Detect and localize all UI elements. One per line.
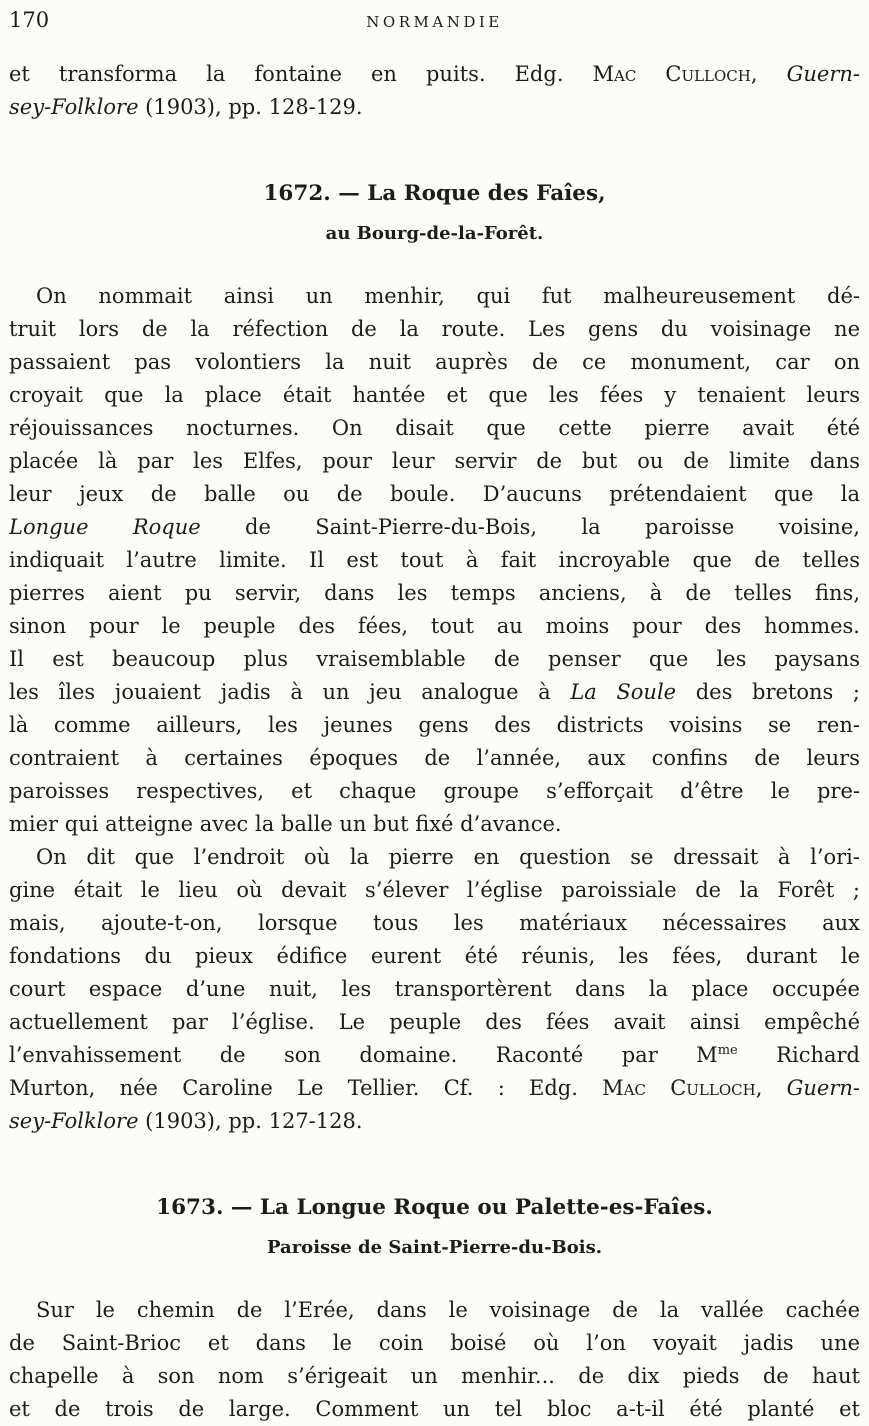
running-header-title: NORMANDIE [366,13,503,31]
section-heading [9,180,860,246]
text-line [9,775,860,808]
text-segment: Longue Roque [9,515,201,539]
section-subtitle: Paroisse de Saint-Pierre-du-Bois. [266,1237,603,1258]
text-segment: les îles jouaient jadis à un jeu analogue à [9,680,571,704]
section-subtitle: au Bourg-de-la-Forêt. [325,223,544,244]
text-line [9,1039,860,1072]
text-line [9,1006,860,1039]
paragraph [9,841,860,1138]
text-segment: On dit que l’endroit où la pierre en question se dressait à l’ori- [36,845,860,869]
text-segment: gine était le lieu où devait s’élever l’église paroissiale de la Forêt ; [9,878,860,902]
page-body [9,58,860,1426]
text-segment: sey-Folklore [9,95,139,119]
text-line [9,346,860,379]
text-segment: paroisses respectives, et chaque groupe s’efforçait d’être le pre- [9,779,860,803]
text-segment: l’envahissement de son domaine. Raconté par M [9,1043,718,1067]
text-segment: leur jeux de balle ou de boule. D’aucuns prétendaient que la [9,482,860,506]
text-segment: passaient pas volontiers la nuit auprès de ce monument, car on [9,350,860,374]
page-number: 170 [9,8,50,32]
text-line [9,412,860,445]
text-segment: truit lors de la réfection de la route. Les gens du voisinage ne [9,317,860,341]
text-line [9,445,860,478]
paragraph [9,280,860,841]
text-segment: croyait que la place était hantée et que les fées y tenaient leurs [9,383,860,407]
section-title: 1673. — La Longue Roque ou Palette-es-Faîes. [156,1195,713,1220]
text-line [9,1327,860,1360]
text-segment: Richard [737,1043,860,1067]
text-segment: fondations du pieux édifice eurent été réunis, les fées, durant le [9,944,860,968]
text-segment: et transforma la fontaine en puits. Edg. [9,62,593,86]
text-segment: Il est beaucoup plus vraisemblable de penser que les paysans [9,647,860,671]
text-segment: chapelle à son nom s’érigeait un menhir... de dix pieds de haut [9,1364,860,1388]
text-segment: indiquait l’autre limite. Il est tout à fait incroyable que de telles [9,548,860,572]
text-segment: La Soule [570,680,677,704]
text-line [9,313,860,346]
text-line [9,1072,860,1105]
text-segment: (1903), pp. 127-128. [138,1109,363,1133]
text-line [9,676,860,709]
text-line [9,808,860,841]
text-line [9,478,860,511]
text-segment: sinon pour le peuple des fées, tout au moins pour des hommes. [9,614,860,638]
text-segment: Mac Culloch [592,62,751,86]
text-segment: là comme ailleurs, les jeunes gens des districts voisins se ren- [9,713,860,737]
text-line [9,544,860,577]
text-segment: des bretons ; [676,680,860,704]
text-segment: , [750,62,787,86]
text-segment: (1903), pp. 128-129. [138,95,363,119]
text-line [9,643,860,676]
text-line [9,1105,860,1138]
text-line [9,742,860,775]
paragraph [9,1294,860,1426]
text-segment: Sur le chemin de l’Erée, dans le voisinage de la vallée cachée [36,1298,860,1322]
text-line [9,874,860,907]
text-line [9,577,860,610]
text-segment: mier qui atteigne avec la balle un but fixé d’avance. [9,812,562,836]
text-line [9,973,860,1006]
text-line [9,709,860,742]
text-segment: me [717,1043,738,1058]
text-line [9,907,860,940]
text-segment: , [755,1076,787,1100]
text-line [9,940,860,973]
text-line [9,511,860,544]
text-line [9,1360,860,1393]
text-segment: sey-Folklore [9,1109,139,1133]
text-segment: placée là par les Elfes, pour leur servir de but ou de limite dans [9,449,860,473]
text-segment: de Saint-Brioc et dans le coin boisé où l’on voyait jadis une [9,1331,860,1355]
text-segment: de Saint-Pierre-du-Bois, la paroisse voisine, [200,515,860,539]
text-segment: mais, ajoute-t-on, lorsque tous les matériaux nécessaires aux [9,911,860,935]
section-title: 1672. — La Roque des Faîes, [263,181,606,206]
text-segment: court espace d’une nuit, les transportèrent dans la place occupée [9,977,860,1001]
text-segment: contraient à certaines époques de l’année, aux confins de leurs [9,746,860,770]
text-segment: Guern- [786,62,860,86]
text-segment: On nommait ainsi un menhir, qui fut malheureusement dé- [36,284,860,308]
text-line [9,58,860,91]
text-segment: Murton, née Caroline Le Tellier. Cf. : Edg. [9,1076,603,1100]
section-heading [9,1194,860,1260]
text-segment: Mac Culloch [602,1076,756,1100]
text-line [9,379,860,412]
text-segment: Guern- [786,1076,860,1100]
text-line [9,1393,860,1426]
text-segment: actuellement par l’église. Le peuple des fées avait ainsi empêché [9,1010,860,1034]
text-segment: réjouissances nocturnes. On disait que cette pierre avait été [9,416,860,440]
text-segment: pierres aient pu servir, dans les temps anciens, à de telles fins, [9,581,860,605]
text-line [9,280,860,313]
text-line [9,610,860,643]
text-line [9,1294,860,1327]
text-line [9,841,860,874]
running-head [9,8,860,36]
paragraph [9,58,860,124]
text-segment: et de trois de large. Comment un tel bloc a-t-il été planté et [9,1397,860,1421]
text-line [9,91,860,124]
